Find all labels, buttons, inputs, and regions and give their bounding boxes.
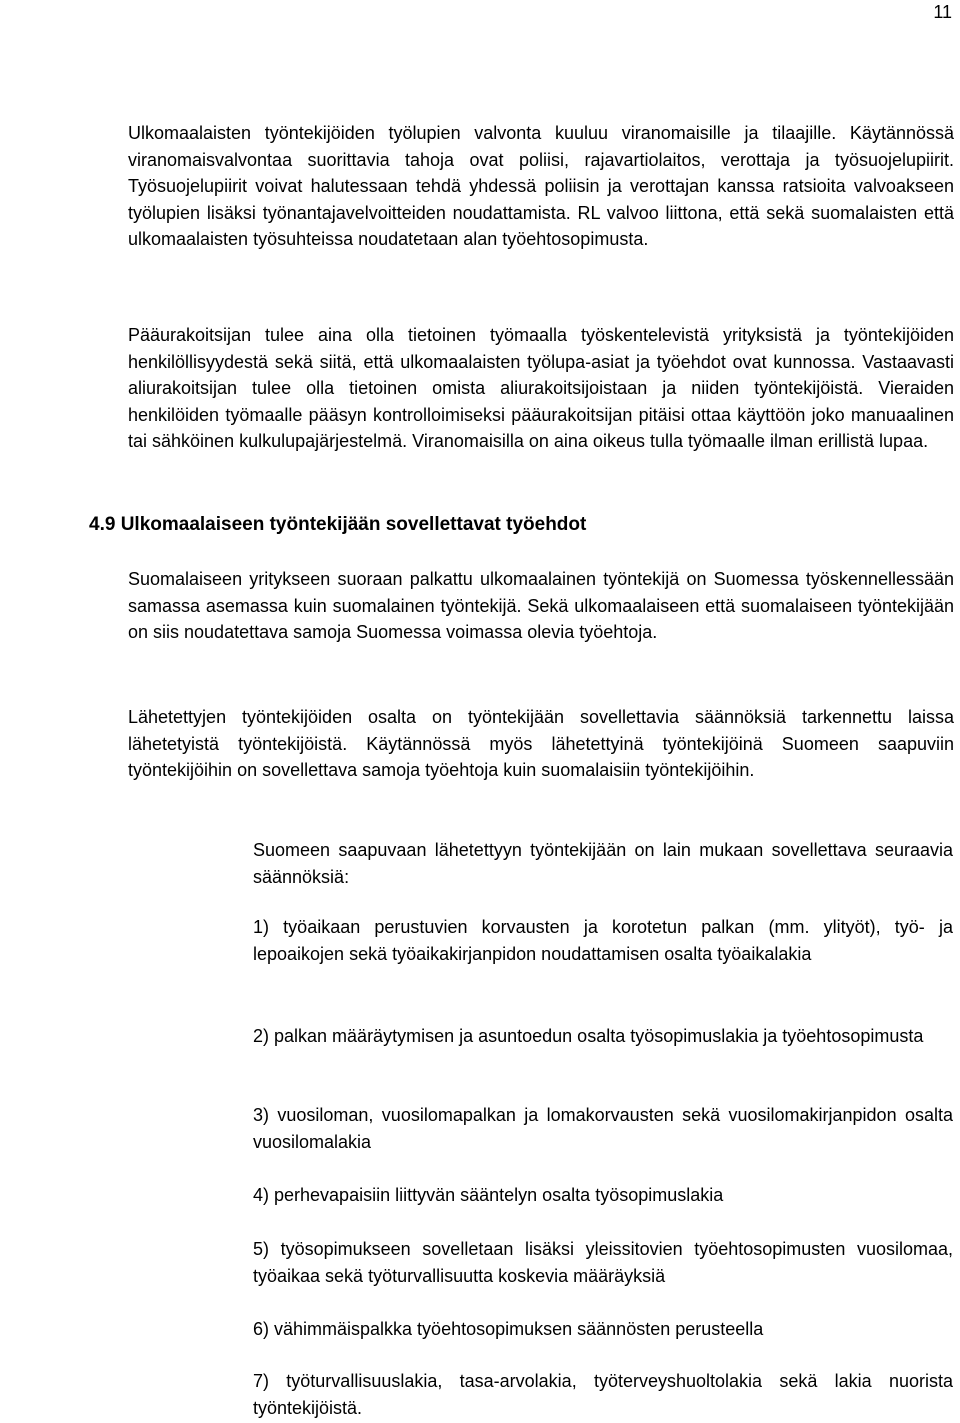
list-item-6: 6) vähimmäispalkka työehtosopimuksen säännösten perusteella <box>253 1319 764 1339</box>
paragraph-applicable-provisions: Suomeen saapuvaan lähetettyyn työntekijään on lain mukaan sovellettava seuraavia säännöksiä: <box>253 840 953 887</box>
list-item-2: 2) palkan määräytymisen ja asuntoedun osalta työsopimuslakia ja työehtosopimusta <box>253 1026 924 1046</box>
list-item-4: 4) perhevapaisiin liittyvän sääntelyn osalta työsopimuslakia <box>253 1185 724 1205</box>
list-item-5: 5) työsopimukseen sovelletaan lisäksi yleissitovien työehtosopimusten vuosilomaa, työaikaa sekä työturvallisuutta koskevia määräyksiä <box>253 1239 953 1286</box>
list-item-7: 7) työturvallisuuslakia, tasa-arvolakia, työterveyshuoltolakia sekä lakia nuorista työntekijöistä. <box>253 1371 953 1418</box>
page-number: 11 <box>933 2 952 22</box>
paragraph-main-contractor: Pääurakoitsijan tulee aina olla tietoinen työmaalla työskentelevistä yrityksistä ja työntekijöiden henkilöllisyydestä sekä siitä, että ulkomaalaisten työlupa-asiat ja työehdot ovat kunnossa. Vastaavasti aliurakoitsijan tulee olla tietoinen omista aliurakoitsijoistaan ja niiden työntekijöistä. Vieraiden henkilöiden työmaalle pääsyn kontrolloimiseksi pääurakoitsijan pitäisi ottaa käyttöön joko manuaalinen tai sähköinen kulkulupajärjestelmä. Viranomaisilla on aina oikeus tulla työmaalle ilman erillistä lupaa. <box>128 325 954 451</box>
paragraph-foreign-worker-status: Suomalaiseen yritykseen suoraan palkattu ulkomaalainen työntekijä on Suomessa työskennellessään samassa asemassa kuin suomalainen työntekijä. Sekä ulkomaalaiseen että suomalaiseen työntekijään on siis noudatettava samoja Suomessa voimassa olevia työehtoja. <box>128 569 954 642</box>
section-heading: 4.9 Ulkomaalaiseen työntekijään sovellettavat työehdot <box>89 514 587 535</box>
paragraph-work-permit-supervision: Ulkomaalaisten työntekijöiden työlupien valvonta kuuluu viranomaisille ja tilaajille. Käytännössä viranomaisvalvontaa suorittavia tahoja ovat poliisi, rajavartiolaitos, verottaja ja työsuojelupiirit. Työsuojelupiirit voivat halutessaan tehdä yhdessä poliisin ja verottajan kanssa ratsioita valvoakseen työlupien lisäksi työnantajavelvoitteiden noudattamista. RL valvoo liittona, että sekä suomalaisten että ulkomaalaisten työsuhteissa noudatetaan alan työehtosopimusta. <box>128 123 954 249</box>
list-item-3: 3) vuosiloman, vuosilomapalkan ja lomakorvausten sekä vuosilomakirjanpidon osalta vuosilomalakia <box>253 1105 953 1152</box>
paragraph-posted-workers: Lähetettyjen työntekijöiden osalta on työntekijään sovellettavia säännöksiä tarkennettu laissa lähetetyistä työntekijöistä. Käytännössä myös lähetettyinä työntekijöinä Suomeen saapuviin työntekijöihin on sovellettava samoja työehtoja kuin suomalaisiin työntekijöihin. <box>128 707 954 780</box>
list-item-1: 1) työaikaan perustuvien korvausten ja korotetun palkan (mm. ylityöt), työ- ja lepoaikojen sekä työaikakirjanpidon noudattamisen osalta työaikalakia <box>253 917 953 964</box>
